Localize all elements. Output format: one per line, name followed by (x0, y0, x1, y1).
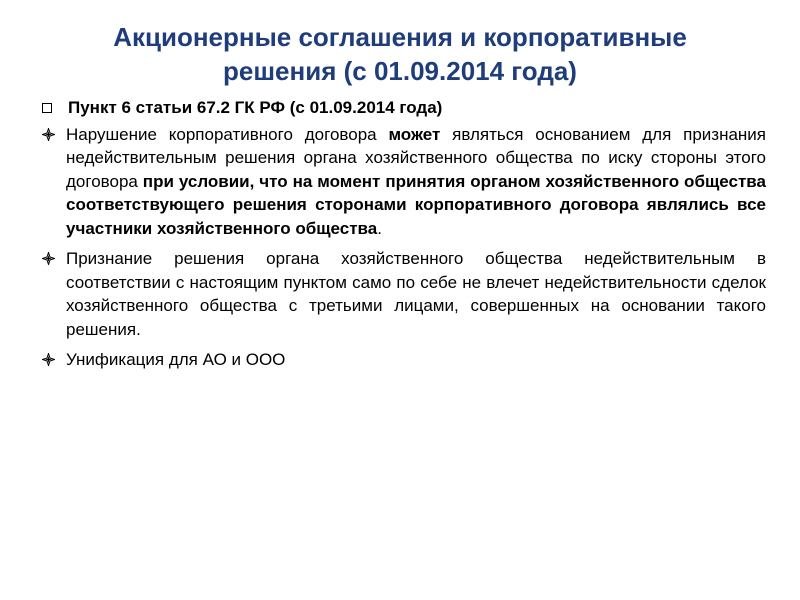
list-heading (42, 96, 766, 120)
item-1-text (66, 123, 766, 241)
heading-text: Пункт 6 статьи 67.2 ГК РФ (с 01.09.2014 года) (68, 98, 443, 117)
title-line-1: Акционерные соглашения и корпоративные (113, 22, 687, 52)
list-item (42, 123, 766, 241)
title-line-2: решения (с 01.09.2014 года) (223, 56, 577, 86)
slide-title (30, 20, 770, 88)
list-item (42, 348, 766, 372)
checkbox-icon (42, 96, 68, 120)
slide-content (42, 96, 766, 372)
item-1-part-2: являться основанием для признания недействительным решения органа хозяйственного общества по иску стороны этого договора (66, 124, 766, 191)
item-1-bold-1: может (388, 124, 441, 144)
item-1-part-3: . (377, 218, 382, 238)
diamond-bullet-icon (42, 247, 66, 271)
list-item (42, 247, 766, 341)
diamond-bullet-icon (42, 123, 66, 147)
diamond-bullet-icon (42, 348, 66, 372)
item-1-bold-2: при условии, что на момент принятия органом хозяйственного общества соответствующего решения сторонами корпоративного договора являлись все участники хозяйственного общества (66, 171, 766, 238)
item-3-text: Унификация для АО и ООО (66, 350, 286, 369)
item-2-text: Признание решения органа хозяйственного общества недействительным в соответствии с настоящим пунктом само по себе не влечет недействительности сделок хозяйственного общества с третьими лицами, совершенных на основании такого решения. (66, 249, 766, 339)
item-1-part-1: Нарушение корпоративного договора (66, 124, 389, 144)
